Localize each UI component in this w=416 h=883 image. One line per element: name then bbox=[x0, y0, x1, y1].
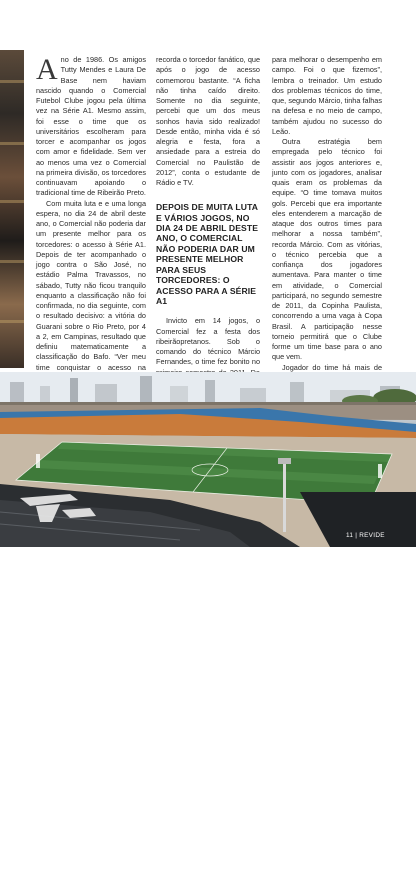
article-paragraph: para melhorar o desempenho em campo. Foi o que fizemos”, lembra o treinador. Um estudo dos problemas técnicos do time, que, segundo Márcio, tinha falhas na defesa e no meio de campo, também ajudou no sucesso do Leão. bbox=[272, 55, 382, 136]
article-paragraph: Com muita luta e e uma longa espera, no dia 24 de abril deste ano, o Comercial não poderia dar um presente melhor para os torcedores: o acesso à Série A1. Depois de ter acompanhado o jogo contra o São José, no estádio Palma Travassos, no sábado, Tutty não ficou tranquilo enquanto a classificação não foi confirmada, no dia seguinte, com o resultado decisivo: a vitória do Guarani sobre o Rio Preto, por 4 a 2, em Campinas, resultado que definiu matematicamente a classificação do Bafo. “Ver meu time conquistar o acesso na bbox=[36, 198, 146, 372]
page-footer bbox=[346, 532, 385, 539]
drop-cap: A bbox=[36, 53, 58, 86]
article-paragraph: Ano de 1986. Os amigos Tutty Mendes e Laura De Base nem haviam nascido quando o Comercial Futebol Clube jogou pela última vez na Série A1. Mesmo assim, foi esse o time que os universitários escolheram para torcer e acompanhar os jogos com amor e fidelidade. Sem ver ao menos uma vez o Comercial na primeira divisão, os torcedores continuavam apoiando o tradicional time de Ribeirão Preto. bbox=[36, 53, 146, 198]
article-paragraph: Jogador do time há mais de bbox=[282, 362, 382, 372]
article-paragraph: Outra estratégia bem empregada pelo técnico foi assistir aos jogos anteriores e, junto com os jogadores, analisar quais eram os problemas da equipe. “O time tomava muitos gols. Percebi que era importante eles entenderem a marcação de ataque dos outros times para melhorar a nossa também”, recorda Márcio. Com as vitórias, o técnico percebia que a confiança dos jogadores aumentava. Para manter o time em atividade, o Comercial participará, no segundo semestre de 2011, da Copinha Paulista, concorrendo a uma vaga à Copa Brasil. A participação nesse torneio permitirá que o Clube forme um time base para o ano que vem. bbox=[272, 137, 382, 362]
side-photo-strip bbox=[0, 50, 24, 368]
pull-quote: DEPOIS DE MUITA LUTA E VÁRIOS JOGOS, NO DIA 24 DE ABRIL DESTE ANO, O COMERCIAL NÃO PODERIA DAR UM PRESENTE MELHOR PARA SEUS TORCEDORES: O ACESSO PARA A SÉRIE A1 bbox=[156, 202, 259, 306]
photo-caption: Estádio do Comercial pode ser usado também para realização de eventos bbox=[303, 862, 397, 883]
magazine-name: REVIDE bbox=[359, 532, 385, 539]
article-paragraph: Invicto em 14 jogos, o Comercial fez a festa dos ribeirãopretanos. Sob o comando do técnico Márcio Fernandes, o time fez bonito no bbox=[156, 316, 260, 367]
footer-separator: | bbox=[355, 532, 358, 539]
stadium-illustration bbox=[0, 372, 416, 547]
stadium-photo bbox=[0, 372, 416, 883]
article-paragraph: recorda o torcedor fanático, que após o jogo de acesso comemorou bastante. “A ficha não tinha caído direito. Somente no dia seguinte, percebi que um dos meus sonhos havia sido realizado! Desde então, minha vida é só alegria e festa, fora a ansiedade para a estreia do Comercial no Paulistão de 2012”, conta o estudante de Rádio e TV. bbox=[156, 55, 260, 187]
page-number: 11 bbox=[346, 532, 354, 539]
